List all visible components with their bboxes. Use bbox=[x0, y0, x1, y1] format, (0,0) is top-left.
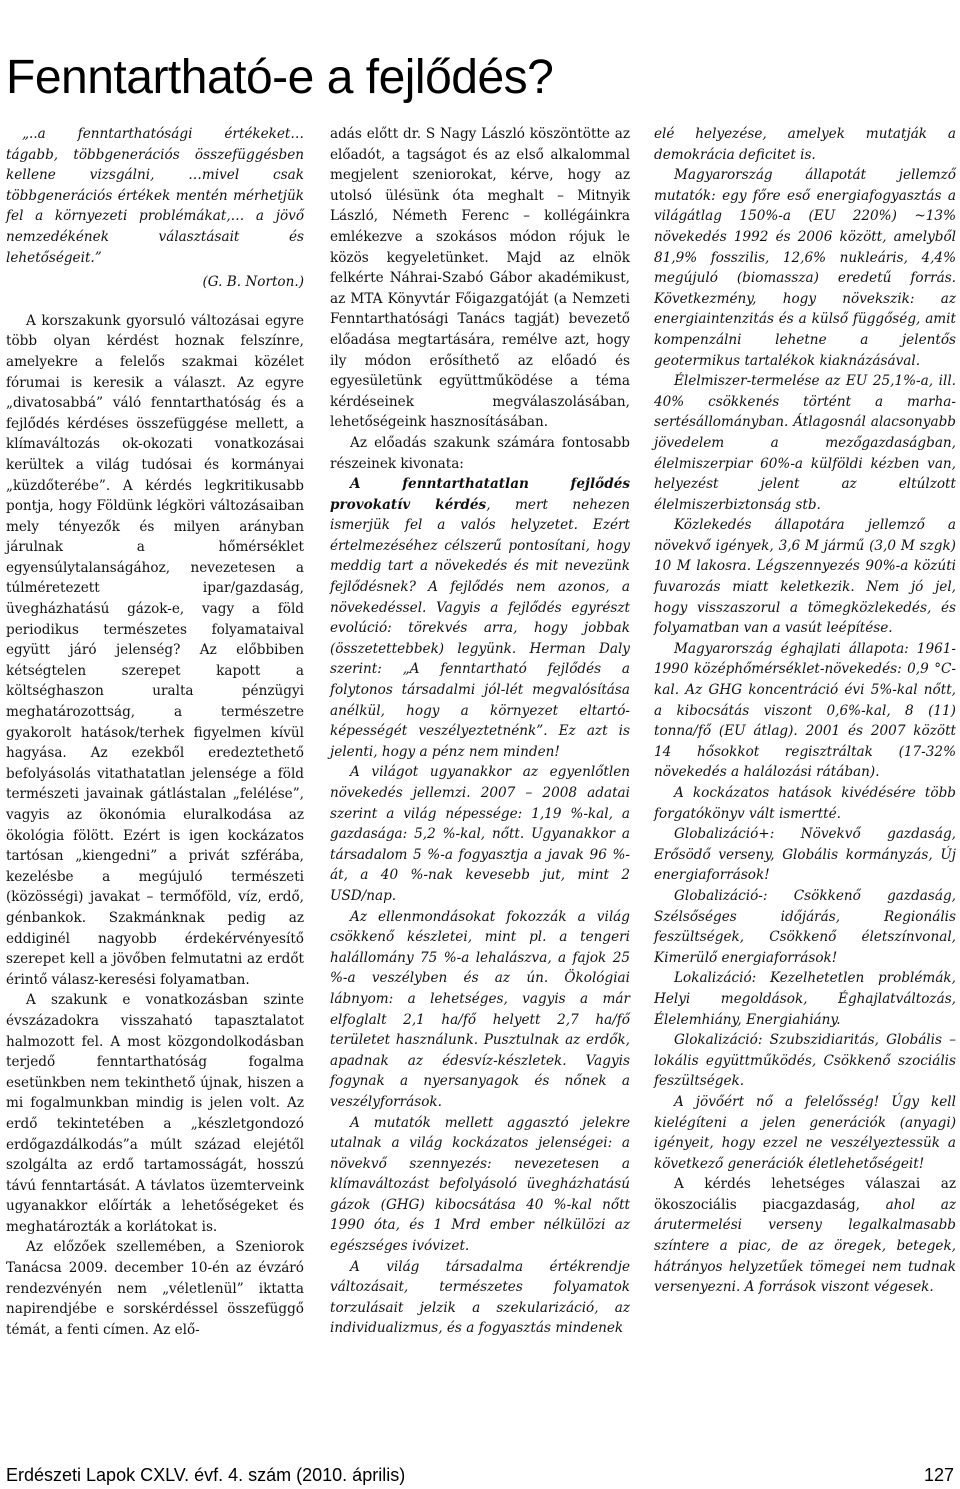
paragraph: A jövőért nő a felelősség! Úgy kell kielégíteni a jelen generációk (anyagi) igényeit, hogy ezzel ne veszélyeztessük a következő generációk életlehetőségeit! bbox=[654, 1093, 956, 1172]
paragraph: Közlekedés állapotára jellemző a növekvő igények, 3,6 M jármű (3,0 M szgk) 10 M lakosra. Légszennyezés 90%-a közúti fuvarozás miatt keletkezik. Nem jó jel, hogy visszaszorul a tömegközlekedés, és folyamatban van a vasút leépítése. bbox=[654, 517, 956, 637]
paragraph: elé helyezése, amelyek mutatják a demokrácia deficitet is. bbox=[654, 126, 956, 163]
paragraph bbox=[330, 474, 630, 762]
text-column-2 bbox=[330, 124, 630, 1339]
paragraph: A világ társadalma értékrendje változásait, természetes folyamatok torzulásait jelzik a szekularizáció, az individualizmus, és a fogyasztás mindenek bbox=[330, 1258, 630, 1337]
lead-phrase: A fenntarthatatlan fejlődés provokatív kérdés bbox=[330, 476, 630, 513]
paragraph: A kockázatos hatások kivédésére több forgatókönyv vált ismertté. bbox=[654, 785, 956, 822]
article-title: Fenntartható-e a fejlődés? bbox=[6, 51, 554, 104]
text-column-1 bbox=[6, 124, 304, 1340]
paragraph: A korszakunk gyorsuló változásai egyre több olyan kérdést hoznak felszínre, amelyekre a felelős szakmai közélet fórumai is keresik a választ. Az egyre „divatosabbá” váló fenntarthatóság és a fejlődés kérdéses összefüggése mellett, a klímaváltozás ok-okozati vonatkozásai kerültek a világ tudósai és kormányai „küzdőterébe”. A kérdés legkritikusabb pontja, hogy Földünk légköri változásaiban mely tényezők és milyen arányban járulnak a hőmérséklet egyensúlytalanságához, nevezetesen a túlméretezett ipar/gazdaság, üvegházhatású gázok-e, vagy a föld periodikus természetes folyamataival együtt járó jelenség? Az előbbiben kétségtelen szerepet kapott a költséghaszon uraltа pénzügyi meghatározottság, a természetre gyakorolt hatások/terhek figyelmen kívül hagyása. Az ezekből eredeztethető befolyásolás vitathatatlan jelensége a föld természeti javainak gátlástalan „felélése”, vagyis az ökonómia eluralkodása az ökológia fölött. Ezért is igen kockázatos tartósan „kiengedni” a privát szférába, kezelésbe a megújuló természeti (közösségi) javakat – termőföld, víz, erdő, génbankok. Szakmánknak pedig az eddiginél nagyobb érdekérvényesítő szerepet kell a jövőben felmutatni az erdőt érintő válasz-keresési folyamatban. bbox=[6, 312, 304, 988]
page-footer bbox=[6, 1464, 954, 1486]
motto-author: (G. B. Norton.) bbox=[202, 274, 304, 291]
lead-phrase: A kérdés lehetséges válaszai az ökoszociális piacgazdaság, bbox=[654, 1176, 956, 1213]
paragraph: adás előtt dr. S Nagy László köszöntötte az előadót, a tagságot és az első alkalommal megjelent szeniorokat, kérve, hogy az utolsó ülésünk óta meghalt – Mitnyik László, Németh Ferenc – kollégáinkra emlékezve a szokásos módon rójuk le közös kegyeletünket. Majd az elnök felkérte Náhrai-Szabó Gábor akadémikust, az MTA Könyvtár Főigazgatóját (a Nemzeti Fenntarthatósági Tanács tagját) bevezető előadása megtartására, remélve azt, hogy ily módon erősíthető az előadó és egyesületünk együttműködése a téma kérdéseinek megválaszolásában, lehetőségeink hasznosításában. bbox=[330, 126, 630, 431]
paragraph: A világot ugyanakkor az egyenlőtlen növekedés jellemzi. 2007 – 2008 adatai szerint a világ népessége: 1,19 %-kal, a gazdasága: 5,2 %-kal, nőtt. Ugyanakkor a társadalom 5 %-a fogyasztja a javak 96 %-át, a 40 %-nak kevesebb jut, mint 2 USD/nap. bbox=[330, 764, 630, 904]
paragraph: Az előzőek szellemében, a Szeniorok Tanácsa 2009. december 10-én az évzáró rendezvényén nem „véletlenül” iktatta napirendjébe e sorskérdéssel összefüggő témát, a fenti címen. Az elő- bbox=[6, 1239, 304, 1338]
paragraph: Az ellenmondásokat fokozzák a világ csökkenő készletei, mint pl. a tengeri halállomány 75 %-a lehalászva, a fajok 25 %-a veszélyben és az ún. Ökológiai lábnyom: a lehetséges, vagyis a már elfoglalt 2,1 ha/fő helyett 2,7 ha/fő területet használunk. Pusztulnak az erdők, apadnak az édesvíz-készletek. Vagyis fogynak a nyersanyagok és nőnek a veszélyforrások. bbox=[330, 908, 630, 1110]
paragraph: A szakunk e vonatkozásban szinte évszázadokra visszaható tapasztalatot halmozott fel. A most közgondolkodásban terjedő fenntarthatóság fogalma esetünkben nem tekinthető újnak, hiszen a mi fogalmunkban mindig is jelen volt. Az erdő tekintetében a „készletgondozó erdőgazdálkodás”a múlt század elejétől szolgálta az erdő tartamosságát, hosszú távú fenntartását. A távlatos üzemterveink ugyanakkor előírták a lehetőségeket és meghatározták a korlátokat is. bbox=[6, 992, 304, 1235]
footer-divider bbox=[6, 1460, 954, 1461]
motto-quote: „..a fenntarthatósági értékeket… tágabb, többgenerációs összefüggésben kellene vizsgálni, …mivel csak többgenerációs értékek mentén mérhetjük fel a környezeti problémákat,… a jövő nemzedékének választásait és lehetőségeit.” bbox=[6, 126, 304, 266]
paragraph: Magyarország éghajlati állapota: 1961-1990 középhőmérséklet-növekedés: 0,9 °C-kal. Az GHG koncentráció évi 5%-kal nőtt, a kibocsátás viszont 0,6%-kal, 8 (11) tonna/fő (EU átlag). 2001 és 2007 között 14 hősokkot regisztráltak (17-32% növekedés a halálozási rátában). bbox=[654, 640, 956, 781]
paragraph-text: , mert nehezen ismerjük fel a valós helyzetet. Ezért értelmezéséhez célszerű pontosítani, hogy meddig tart a növekedés és mit nevezünk fejlődésnek? A fejlődés nem azonos, a növekedéssel. Vagyis a fejlődés egyrészt evolúció: törekvés arra, hogy jobbak (összetettebbek) legyünk. Herman Daly szerint: „A fenntartható fejlődés a folytonos társadalmi jól-lét megvalósítása anélkül, hogy a környezet eltartó-képességét veszélyeztetnénk”. Ez azt is jelenti, hogy a pénz nem minden! bbox=[330, 496, 630, 760]
paragraph: A mutatók mellett aggasztó jelekre utalnak a világ kockázatos jelenségei: a növekvő szennyezés: nevezetesen a klímaváltozást befolyásoló üvegházhatású gázok (GHG) kibocsátása 40 %-kal nőtt 1990 óta, és 1 Mrd ember nélkülözi az egészséges ivóvizet. bbox=[330, 1114, 630, 1255]
paragraph: Globalizáció+: Növekvő gazdaság, Erősödő verseny, Globális kormányzás, Új energiaforrások! bbox=[654, 826, 956, 884]
paragraph: Az előadás szakunk számára fontosabb részeinek kivonata: bbox=[330, 434, 630, 472]
paragraph: Magyarország állapotát jellemző mutatók: egy főre eső energiafogyasztás a világátlag 150%-a (EU 220%) ~13% növekedés 1992 és 2006 között, amelyből 81,9% fosszilis, 12,6% nukleáris, 4,4% megújuló (biomassza) eredetű forrás. Következmény, hogy növekszik: az energiaintenzitás és a külső függőség, amit kompenzálni lehetne a jelentős geotermikus tartalékok kiaknázásával. bbox=[654, 167, 956, 369]
page-number: 127 bbox=[923, 1465, 954, 1485]
paragraph: Lokalizáció: Kezelhetetlen problémák, Helyi megoldások, Éghajlatváltozás, Élelemhiány, Energiahiány. bbox=[654, 970, 956, 1028]
paragraph: Glokalizáció: Szubszidiaritás, Globális – lokális együttműködés, Csökkenő szociális feszültségek. bbox=[654, 1032, 956, 1090]
paragraph: Élelmiszer-termelése az EU 25,1%-a, ill. 40% csökkenés történt a marha- sertésállományban. Átlagosnál alacsonyabb jövedelem a mezőgazdaságban, élelmiszerpiar 60%-a külföldi kézben van, helyezést jelent az eltúlzott élelmiszerbiztonság stb. bbox=[654, 373, 956, 513]
paragraph bbox=[654, 1174, 956, 1298]
paragraph: Globalizáció-: Csökkenő gazdaság, Szélsőséges időjárás, Regionális feszültségek, Csökkenő életszínvonal, Kimerülő energiaforrások! bbox=[654, 887, 956, 966]
paragraph-text: ahol az árutermelési verseny legalkalmasabb színtere a piac, de az öregek, betegek, hátrányos helyzetűek tömegei nem tudnak versenyezni. A források viszont végesek. bbox=[654, 1196, 956, 1296]
journal-citation: Erdészeti Lapok CXLV. évf. 4. szám (2010. április) bbox=[6, 1465, 406, 1485]
text-column-3 bbox=[654, 124, 956, 1298]
